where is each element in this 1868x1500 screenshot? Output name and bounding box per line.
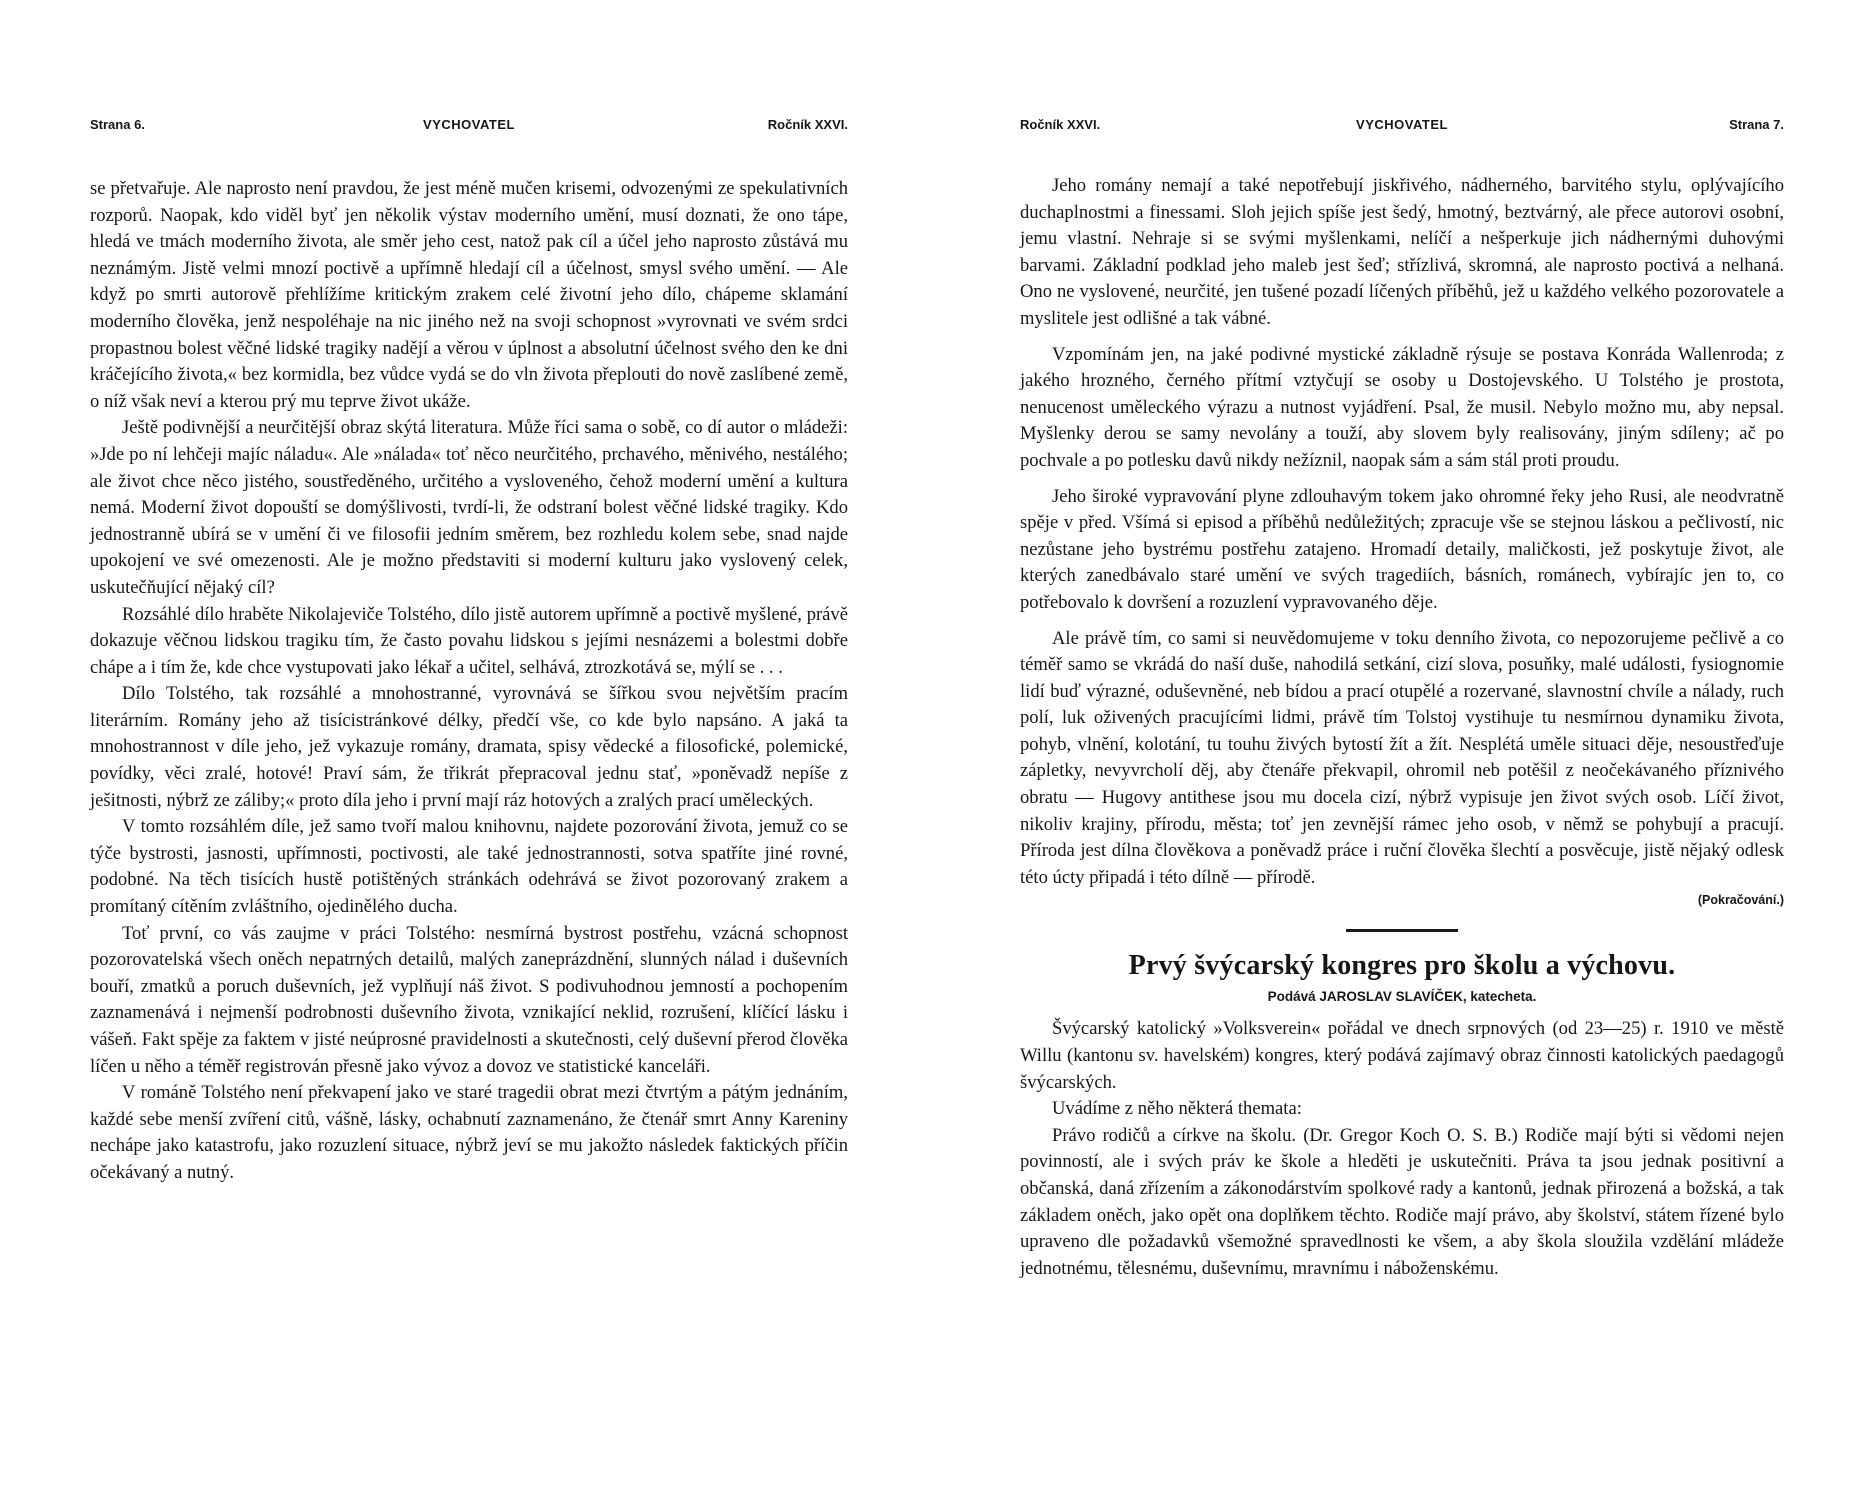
left-body-text [90, 176, 848, 1187]
continuation-note: (Pokračování.) [1697, 893, 1784, 908]
paragraph: Jeho romány nemají a také nepotřebují jiskřivého, nádherného, barvitého stylu, oplývajícího duchaplnostmi a finessami. Sloh jejich spíše jest šedý, hmotný, beztvárný, ale přece autorovi osobní, jemu vlastní. Nehraje si se svými myšlenkami, nelíčí a nešperkuje jich nádhernými duhovými barvami. Základní podklad jeho maleb jest šeď; střízlivá, skromná, ale naprosto poctivá a nelhaná. Ono ne vyslovené, neurčité, jen tušené pozadí líčených příběhů, jež u každého velkého pozorovatele a myslitele jest odlišné a tak vábné. [1020, 175, 1784, 329]
paragraph: Vzpomínám jen, na jaké podivné mystické základně rýsuje se postava Konráda Wallenroda; z jakého hrozného, černého přítmí vztyčují se osoby u Dostojevského. U Tolstého je prostota, nenucenost uměleckého výrazu a nutnost vyjádření. Psal, že musil. Nebylo možno mu, aby nepsal. Myšlenky derou se samy nevolány a touží, aby slovem byly realisovány, jiným sdíleny; ač po pochvale a po potlesku davů nikdy nežíznil, naopak sám a sám stál proti proudu. [1020, 343, 1784, 471]
paragraph: V tomto rozsáhlém díle, jež samo tvoří malou knihovnu, najdete pozorování života, jemuž co se týče bystrosti, jasnosti, upřímnosti, poctivosti, ale také jednostrannosti, sotva spatříte jiné rovné, podobné. Na těch tisících hustě potištěných stránkách odehrává se život pozorovaný zrakem a promítaný cítěním zvláštního, ojedinělého ducha. [90, 816, 848, 918]
section-divider [1346, 929, 1458, 932]
paragraph: Uvádíme z něho některá themata: [1052, 1098, 1302, 1120]
journal-title: VYCHOVATEL [1356, 117, 1448, 132]
paragraph: Právo rodičů a církve na školu. (Dr. Gregor Koch O. S. B.) Rodiče mají býti si vědomi nejen povinností, ale i svých práv ke škole a hleděti je uskutečniti. Práva ta jsou jednak positivní a občanská, daná zřízením a zákonodárstvím spolkové rady a kantonů, jednak přirozená a božská, a tak základem oněch, jako opět ona doplňkem těchto. Rodiče mají právo, aby školství, státem řízené bylo upraveno dle požadavků všemožné spravedlnosti ke všem, a aby škola sloužila vzdělání mládeže jednotnému, tělesnému, duševnímu, mravnímu i náboženskému. [1020, 1124, 1784, 1279]
article-byline: Podává JAROSLAV SLAVÍČEK, katecheta. [1267, 989, 1537, 1005]
journal-title: VYCHOVATEL [423, 117, 515, 132]
right-body-text [1020, 173, 1784, 1282]
paragraph: se přetvařuje. Ale naprosto není pravdou, že jest méně mučen krisemi, odvozenými ze spekulativních rozporů. Naopak, kdo viděl byť jen několik výstav moderního umění, musí doznati, že ono tápe, hledá ve tmách moderního života, ale směr jeho cest, natož pak cíl a účel jeho naprosto zůstává mu neznámým. Jistě velmi mnozí poctivě a upřímně hledají cíl a účelnost, smysl svého umění. — Ale když po smrti autorově přehlížíme kritickým zrakem celé životní jeho dílo, chápeme sklamání moderního člověka, jenž nespoléhaje na nic jiného než na svoji schopnost »vyrovnati ve svém srdci propastnou bolest věčné lidské tragiky nadějí a věrou v úplnost a absolutní účelnost svého den ke dni kráčejícího života,« bez kormidla, bez vůdce vydá se do vln života přeplouti do nově zaslíbené země, o níž však neví a kterou prý mu teprve život ukáže. [90, 178, 848, 412]
article-title: Prvý švýcarský kongres pro školu a výchovu. [1128, 950, 1676, 982]
paragraph: Rozsáhlé dílo hraběte Nikolajeviče Tolstého, dílo jistě autorem upřímně a poctivě myšlené, právě dokazuje věčnou lidskou tragiku tím, že často povahu lidskou s jejími nesnázemi a bolestmi dobře chápe a i tím že, kde chce vystupovati jako lékař a učitel, selhává, ztrozkotává se, mýlí se . . . [90, 603, 848, 678]
left-page [90, 0, 848, 1500]
paragraph: Jeho široké vypravování plyne zdlouhavým tokem jako ohromné řeky jeho Rusi, ale neodvratně spěje v před. Všímá si episod a příběhů nedůležitých; zpracuje vše se stejnou láskou a pečlivostí, nic nezůstane jeho bystrému postřehu zatajeno. Hromadí detaily, maličkosti, jež poskytuje život, ale kterých zanedbávalo staré umění ve svých tragediích, básních, románech, vybírajíc jen to, co potřebovalo k dovršení a rozuzlení vypravovaného děje. [1020, 485, 1784, 613]
left-running-head [90, 117, 848, 141]
right-page [1020, 0, 1784, 1500]
paragraph: Toť první, co vás zaujme v práci Tolstého: nesmírná bystrost postřehu, vzácná schopnost pozorovatelská všech oněch nepatrných detailů, malých zaneprázdnění, slunných nálad i duševních bouří, zmatků a poruch duševních, jež vyplňují náš život. S podivuhodnou jemností a pochopením zaznamenává i nejmenší podrobnosti duševního života, vznikající neklid, rozrušení, klíčící lásku i vášeň. Fakt spěje za faktem v jisté neúprosné pravidelnosti a skutečnosti, celý duševní přerod člověka líčen u něho a téměř registrován přesně jako vývoz a dovoz ve statistické kanceláři. [90, 922, 848, 1077]
paragraph: Dílo Tolstého, tak rozsáhlé a mnohostranné, vyrovnává se šířkou svou největším pracím literárním. Romány jeho až tisícistránkové délky, předčí vše, co kde bylo napsáno. A jaká ta mnohostrannost v díle jeho, jež vykazuje romány, dramata, spisy vědecké a filosofické, polemické, povídky, věci zralé, hotové! Praví sám, že třikrát přepracoval jednu stať, »poněvadž nepíše z ješitnosti, nýbrž ze záliby;« proto díla jeho i první mají ráz hotových a zralých prací uměleckých. [90, 683, 848, 811]
page-number: Strana 6. [90, 117, 145, 132]
volume-label: Ročník XXVI. [767, 117, 848, 132]
paragraph: Ještě podivnější a neurčitější obraz skýtá literatura. Může říci sama o sobě, co dí autor o mládeži: »Jde po ní lehčeji majíc náladu«. Ale »nálada« toť něco neurčitého, prchavého, měnivého, nestálého; ale život chce něco jistého, soustředěného, určitého a vysloveného, čehož moderní umění a kultura nemá. Moderní život dopouští se domýšlivosti, tvrdí-li, že odstraní bolest věčné lidské tragiky. Kdo jednostranně ubírá se v umění či ve filosofii jedním směrem, bez rozhledu kolem sebe, snad najde upokojení ve své omezenosti. Ale je možno představiti si moderní kulturu jako vyslovený celek, uskutečňující nějaký cíl? [90, 417, 848, 598]
paragraph: V románě Tolstého není překvapení jako ve staré tragedii obrat mezi čtvrtým a pátým jednáním, každé sebe menší zvíření citů, vášně, lásky, ochabnutí zaznamenáno, že čtenář smrt Anny Kareniny nechápe jako katastrofu, jako rozuzlení situace, nýbrž jeví se mu jakožto následek faktických příčin očekávaný a nutný. [90, 1082, 848, 1183]
page-number: Strana 7. [1729, 117, 1784, 132]
right-running-head [1020, 117, 1784, 141]
volume-label: Ročník XXVI. [1020, 117, 1101, 132]
paragraph: Švýcarský katolický »Volksverein« pořádal ve dnech srpnových (od 23—25) r. 1910 ve městě Willu (kantonu sv. havelském) kongres, který podává zajímavý obraz činnosti katolických paedagogů švýcarských. [1020, 1018, 1784, 1093]
paragraph: Ale právě tím, co sami si neuvědomujeme v toku denního života, co nepozorujeme pečlivě a co téměř samo se vkrádá do naší duše, nahodilá setkání, cizí slova, posuňky, malé události, fysiognomie lidí buď výrazné, oduševněné, neb bídou a prací otupělé a rozervané, slavnostní chvíle a nálady, ruch polí, luk oživených pracujícími lidmi, právě tím Tolstoj vystihuje tu nesmírnou dynamiku života, pohyb, vlnění, kolotání, tu touhu živých bytostí žít a žít. Nesplétá uměle situaci děje, nesoustřeďuje zápletky, nevyvrcholí děj, aby čtenáře překvapil, ohromil neb potěšil z neočekávaného příznivého obratu — Hugovy antithese jsou mu docela cizí, nýbrž vypisuje jen život svých osob. Líčí život, nikoliv krajiny, přírodu, města; toť jen zevnější rámec jeho osob, v němž se pohybují a pracují. Příroda jest dílna člověkova a poněvadž práce i ruční člověka šlechtí a posvěcuje, jistě nějaký odlesk této úcty připadá i této dílně — přírodě. [1020, 627, 1784, 888]
